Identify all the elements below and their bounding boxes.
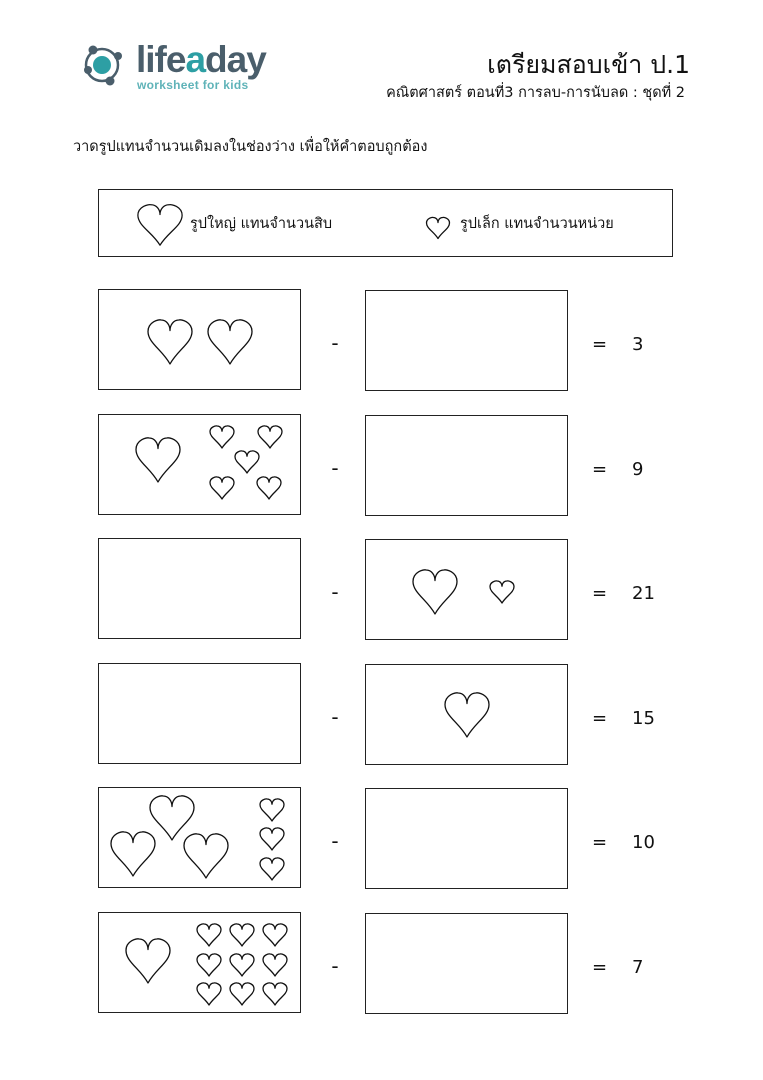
subtrahend-answer-box[interactable] <box>365 415 568 516</box>
minuend-box <box>98 787 301 888</box>
small-heart-icon <box>197 954 221 976</box>
answer-value: 10 <box>632 832 655 853</box>
hearts-group <box>366 540 567 639</box>
small-heart-icon <box>197 924 221 946</box>
subtrahend-answer-box[interactable] <box>365 913 568 1014</box>
answer-value: 7 <box>632 957 644 978</box>
large-heart-icon <box>413 570 457 614</box>
brand-tagline: worksheet for kids <box>137 78 249 92</box>
small-heart-icon <box>230 954 254 976</box>
minus-sign: - <box>331 580 339 604</box>
equals-sign: = <box>592 334 608 355</box>
hearts-group <box>99 415 300 514</box>
small-heart-icon <box>257 477 281 499</box>
legend-big-label: รูปใหญ่ แทนจำนวนสิบ <box>190 216 333 232</box>
large-heart-icon <box>150 796 194 840</box>
large-heart-icon <box>184 834 228 878</box>
equals-sign: = <box>592 583 608 604</box>
subtrahend-answer-box[interactable] <box>365 290 568 391</box>
equals-sign: = <box>592 832 608 853</box>
minuend-box <box>98 289 301 390</box>
subtrahend-answer-box[interactable] <box>365 788 568 889</box>
legend-small-label: รูปเล็ก แทนจำนวนหน่วย <box>460 216 614 232</box>
equals-sign: = <box>592 957 608 978</box>
hearts-group <box>366 665 567 764</box>
lifeaday-logo <box>82 38 282 98</box>
small-heart-icon <box>263 954 287 976</box>
small-heart-icon <box>260 799 284 821</box>
minuend-answer-box[interactable] <box>98 663 301 764</box>
answer-value: 9 <box>632 459 644 480</box>
worksheet-subtitle: คณิตศาสตร์ ตอนที่3 การลบ-การนับลด : ชุดที่ 2 <box>386 85 685 101</box>
minus-sign: - <box>331 705 339 729</box>
minus-sign: - <box>331 954 339 978</box>
hearts-group <box>99 290 300 389</box>
worksheet-title: เตรียมสอบเข้า ป.1 <box>487 50 690 79</box>
instruction-text: วาดรูปแทนจำนวนเดิมลงในช่องว่าง เพื่อให้คำตอบถูกต้อง <box>73 139 428 155</box>
answer-value: 15 <box>632 708 655 729</box>
equals-sign: = <box>592 708 608 729</box>
minuend-box <box>98 912 301 1013</box>
small-heart-icon <box>260 858 284 880</box>
brand-name: lifeaday <box>136 39 266 80</box>
large-heart-icon <box>445 693 489 737</box>
large-heart-icon <box>135 200 185 250</box>
small-heart-icon <box>210 477 234 499</box>
equals-sign: = <box>592 459 608 480</box>
large-heart-icon <box>111 832 155 876</box>
subtrahend-box <box>365 664 568 765</box>
subtrahend-box <box>365 539 568 640</box>
large-heart-icon <box>136 438 180 482</box>
answer-value: 3 <box>632 334 644 355</box>
small-heart-icon <box>197 983 221 1005</box>
small-heart-icon <box>263 983 287 1005</box>
small-heart-icon <box>423 212 453 242</box>
small-heart-icon <box>230 924 254 946</box>
minus-sign: - <box>331 829 339 853</box>
minuend-answer-box[interactable] <box>98 538 301 639</box>
minus-sign: - <box>331 456 339 480</box>
small-heart-icon <box>490 581 514 603</box>
minuend-box <box>98 414 301 515</box>
large-heart-icon <box>126 939 170 983</box>
legend-box <box>98 189 673 257</box>
large-heart-icon <box>208 320 252 364</box>
answer-value: 21 <box>632 583 655 604</box>
small-heart-icon <box>263 924 287 946</box>
molecule-logo-icon <box>82 40 132 90</box>
small-heart-icon <box>210 426 234 448</box>
small-heart-icon <box>230 983 254 1005</box>
small-heart-icon <box>235 451 259 473</box>
large-heart-icon <box>148 320 192 364</box>
small-heart-icon <box>260 828 284 850</box>
hearts-group <box>99 913 300 1012</box>
hearts-group <box>99 788 300 887</box>
small-heart-icon <box>258 426 282 448</box>
minus-sign: - <box>331 331 339 355</box>
